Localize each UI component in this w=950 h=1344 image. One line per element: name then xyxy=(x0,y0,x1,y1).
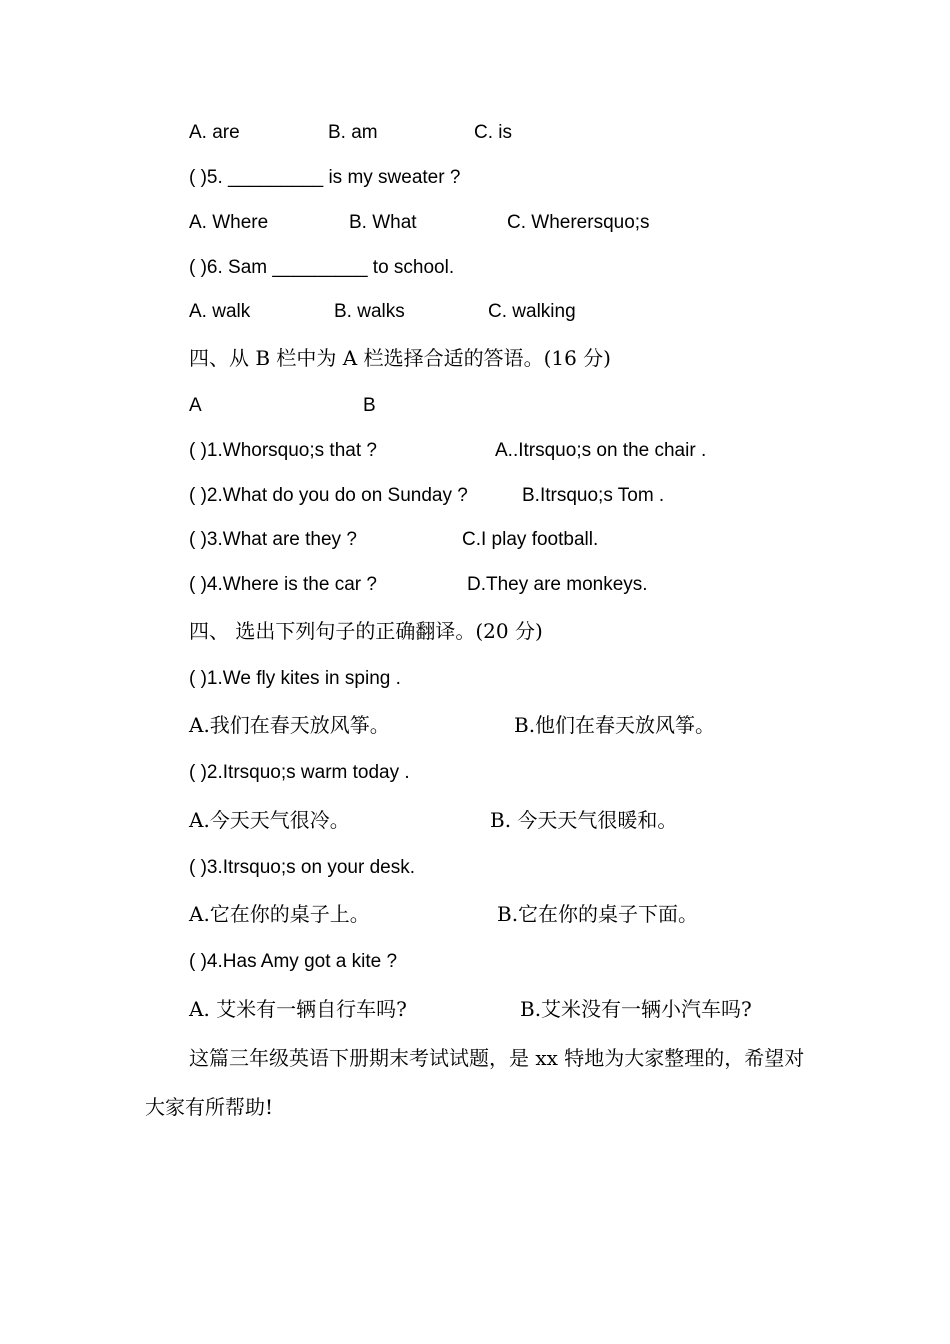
section-matching-heading: 四、从 B 栏中为 A 栏选择合适的答语。(16 分) xyxy=(189,346,611,370)
q6-option-c: C. walking xyxy=(488,301,576,322)
q6-option-b: B. walks xyxy=(334,301,405,322)
translation-option-a: A.我们在春天放风筝。 xyxy=(189,713,390,737)
translation-option-b: B. 今天天气很暖和。 xyxy=(490,808,678,832)
translation-question: ( )2.Itrsquo;s warm today . xyxy=(189,762,410,783)
matching-answer: D.They are monkeys. xyxy=(467,574,648,595)
q6-option-a: A. walk xyxy=(189,301,251,322)
closing-paragraph: 这篇三年级英语下册期末考试试题，是 xx 特地为大家整理的，希望对大家有所帮助! xyxy=(145,1046,805,1119)
translation-question: ( )3.Itrsquo;s on your desk. xyxy=(189,857,415,878)
q6-question: ( )6. Sam _________ to school. xyxy=(189,257,455,278)
translation-option-b: B.他们在春天放风筝。 xyxy=(514,713,716,737)
matching-question: ( )2.What do you do on Sunday ? xyxy=(189,485,468,506)
translation-option-b: B.它在你的桌子下面。 xyxy=(497,902,699,926)
column-a-label: A xyxy=(189,395,202,416)
translation-option-b: B.艾米没有一辆小汽车吗? xyxy=(520,997,752,1021)
column-b-label: B xyxy=(363,395,376,416)
translation-option-a: A. 艾米有一辆自行车吗? xyxy=(189,997,407,1021)
q4-option-a: A. are xyxy=(189,122,240,143)
q5-option-c: C. Wherersquo;s xyxy=(507,212,650,233)
matching-answer: B.Itrsquo;s Tom . xyxy=(522,485,665,506)
translation-question: ( )4.Has Amy got a kite ? xyxy=(189,951,398,972)
translation-option-a: A.今天天气很冷。 xyxy=(189,808,350,832)
q5-question: ( )5. _________ is my sweater ? xyxy=(189,167,461,188)
q5-option-b: B. What xyxy=(349,212,417,233)
q4-option-c: C. is xyxy=(474,122,512,143)
matching-question: ( )3.What are they ? xyxy=(189,529,357,550)
matching-question: ( )4.Where is the car ? xyxy=(189,574,377,595)
translation-option-a: A.它在你的桌子上。 xyxy=(189,902,370,926)
matching-answer: C.I play football. xyxy=(462,529,599,550)
matching-answer: A..Itrsquo;s on the chair . xyxy=(495,440,707,461)
section-translation-heading: 四、 选出下列句子的正确翻译。(20 分) xyxy=(189,619,543,643)
translation-question: ( )1.We fly kites in sping . xyxy=(189,668,401,689)
q5-option-a: A. Where xyxy=(189,212,269,233)
matching-question: ( )1.Whorsquo;s that ? xyxy=(189,440,377,461)
q4-option-b: B. am xyxy=(328,122,378,143)
